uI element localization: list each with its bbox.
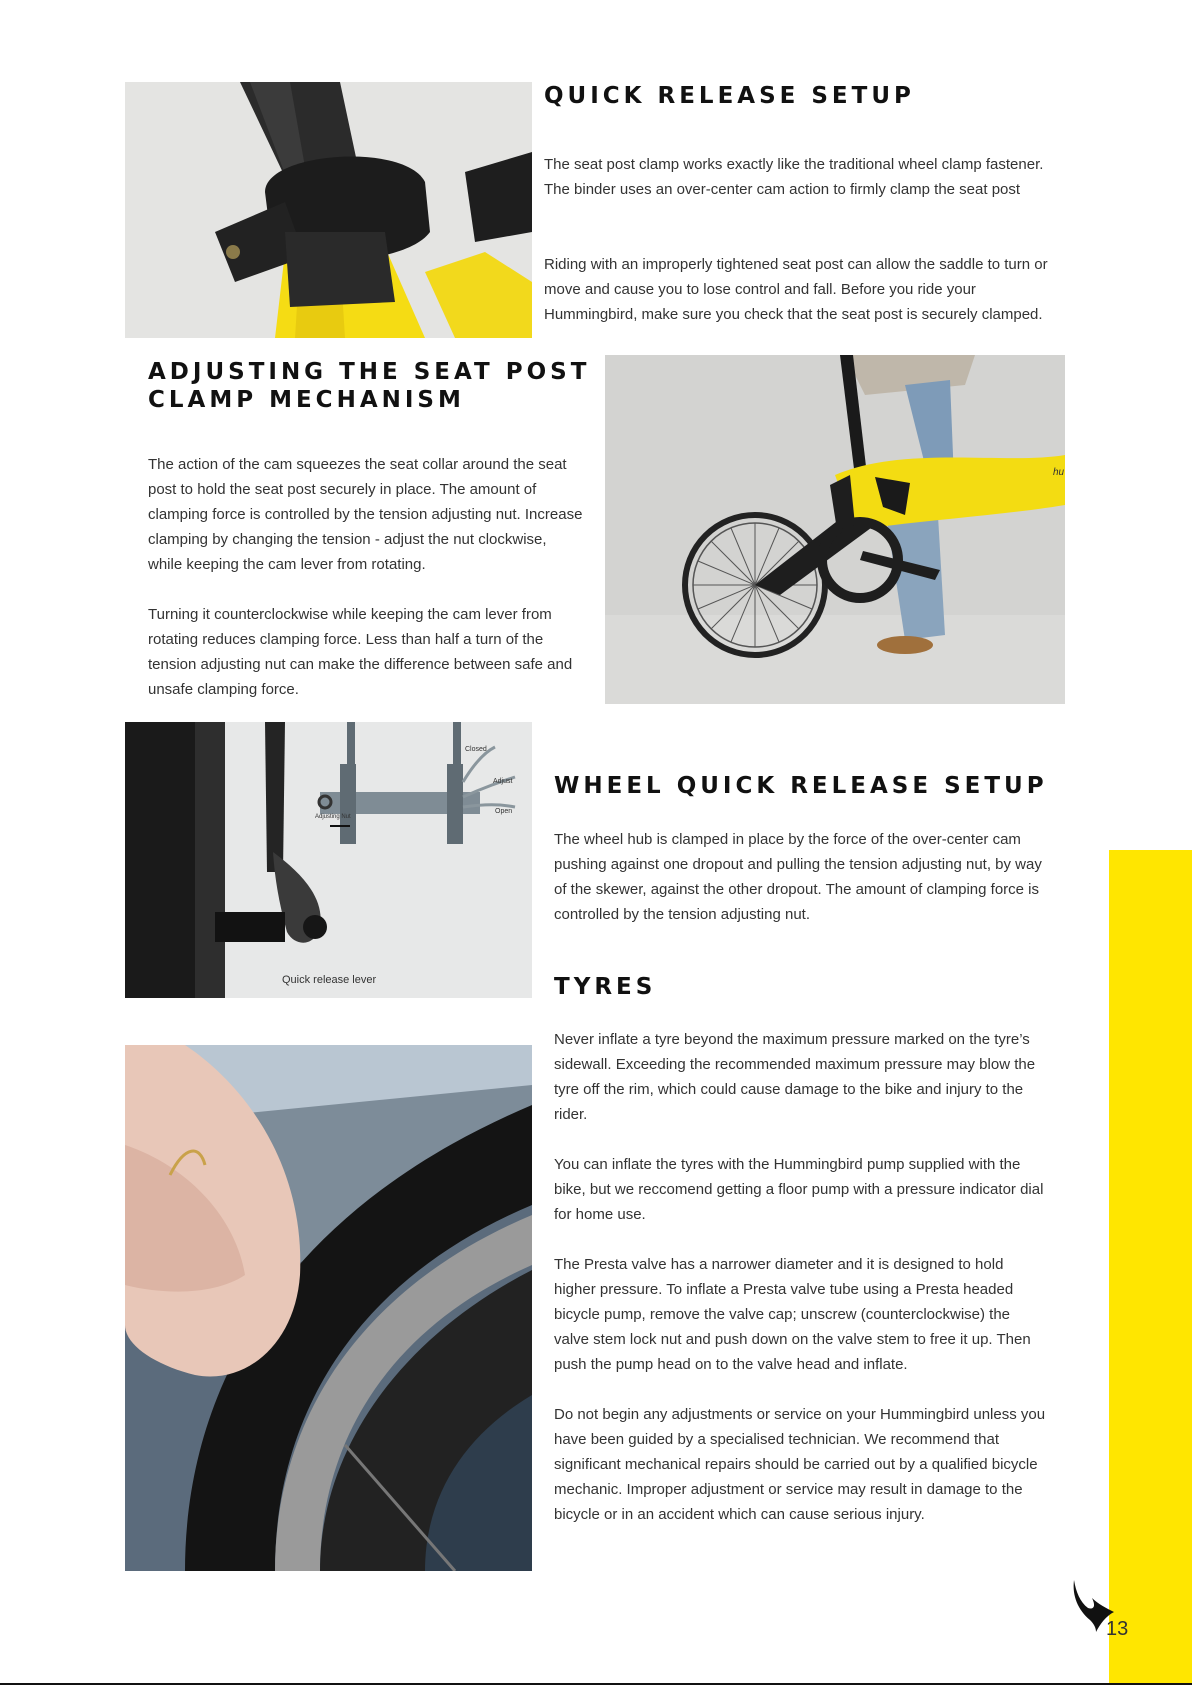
seat-post-clamp-heading (148, 358, 590, 414)
tyres-paragraph-4: Do not begin any adjustments or service on your Hummingbird unless you have been guided by a specialised technician. We recommend that significant mechanical repairs should be carried out by a qualified bicycle mechanic. Improper adjustment or service may result in damage to the bicycle or in an accident which can cause serious injury. (554, 1406, 1046, 1523)
wheel-quick-release-heading: WHEEL QUICK RELEASE SETUP (554, 773, 1048, 799)
bike-frame-text: hu (1053, 467, 1065, 478)
seat-post-clamp-photo (125, 82, 532, 338)
folded-bike-photo (605, 355, 1065, 704)
quick-release-lever-caption: Quick release lever (282, 974, 377, 986)
tyres-heading: TYRES (554, 974, 657, 1000)
wheel-quick-release-paragraph-1: The wheel hub is clamped in place by the force of the over-center cam pushing against one dropout and pulling the tension adjusting nut, by way of the skewer, against the other dropout. The amount of clamping force is controlled by the tension adjusting nut. (554, 831, 1042, 923)
quick-release-heading: QUICK RELEASE SETUP (544, 83, 915, 109)
tyres-paragraph-3: The Presta valve has a narrower diameter and it is designed to hold higher pressure. To inflate a Presta valve tube using a Presta headed bicycle pump, remove the valve cap; unscrew (counterclockwise) the valve stem lock nut and push down on the valve stem to free it up. Then push the pump head on to the valve head and inflate. (554, 1256, 1031, 1373)
tyres-paragraph-1: Never inflate a tyre beyond the maximum pressure marked on the tyre’s sidewall. Exceeding the recommended maximum pressure may blow the tyre off the rim, which could cause damage to the bike and injury to the rider. (554, 1031, 1036, 1123)
page-number: 13 (1106, 1618, 1129, 1640)
seat-post-clamp-heading-line-1: ADJUSTING THE SEAT POST (148, 359, 591, 385)
quick-release-paragraph-1: The seat post clamp works exactly like the traditional wheel clamp fastener. The binder uses an over-center cam action to firmly clamp the seat post (544, 156, 1044, 198)
diagram-label-adjust: Adjust (493, 778, 513, 785)
yellow-accent-band (1109, 850, 1192, 1685)
tyre-photo (125, 1045, 532, 1571)
tyres-paragraph-2: You can inflate the tyres with the Hummingbird pump supplied with the bike, but we reccomend getting a floor pump with a pressure indicator dial for home use. (554, 1156, 1044, 1223)
seat-post-clamp-paragraph-1: The action of the cam squeezes the seat collar around the seat post to hold the seat post securely in place. The amount of clamping force is controlled by the tension adjusting nut. Increase clamping by changing the tension - adjust the nut clockwise, while keeping the cam lever from rotating. (148, 456, 583, 573)
diagram-label-open: Open (495, 808, 513, 815)
diagram-label-adjusting-nut: Adjusting Nut (315, 814, 351, 820)
seat-post-clamp-heading-line-2: CLAMP MECHANISM (148, 387, 465, 413)
quick-release-lever-photo (125, 722, 532, 998)
quick-release-paragraph-2: Riding with an improperly tightened seat post can allow the saddle to turn or move and cause you to lose control and fall. Before you ride your Hummingbird, make sure you check that the seat post is securely clamped. (544, 256, 1048, 323)
diagram-label-closed: Closed (465, 746, 487, 753)
seat-post-clamp-paragraph-2: Turning it counterclockwise while keeping the cam lever from rotating reduces clamping force. Less than half a turn of the tension adjusting nut can make the difference between safe and unsafe clamping force. (148, 606, 573, 698)
